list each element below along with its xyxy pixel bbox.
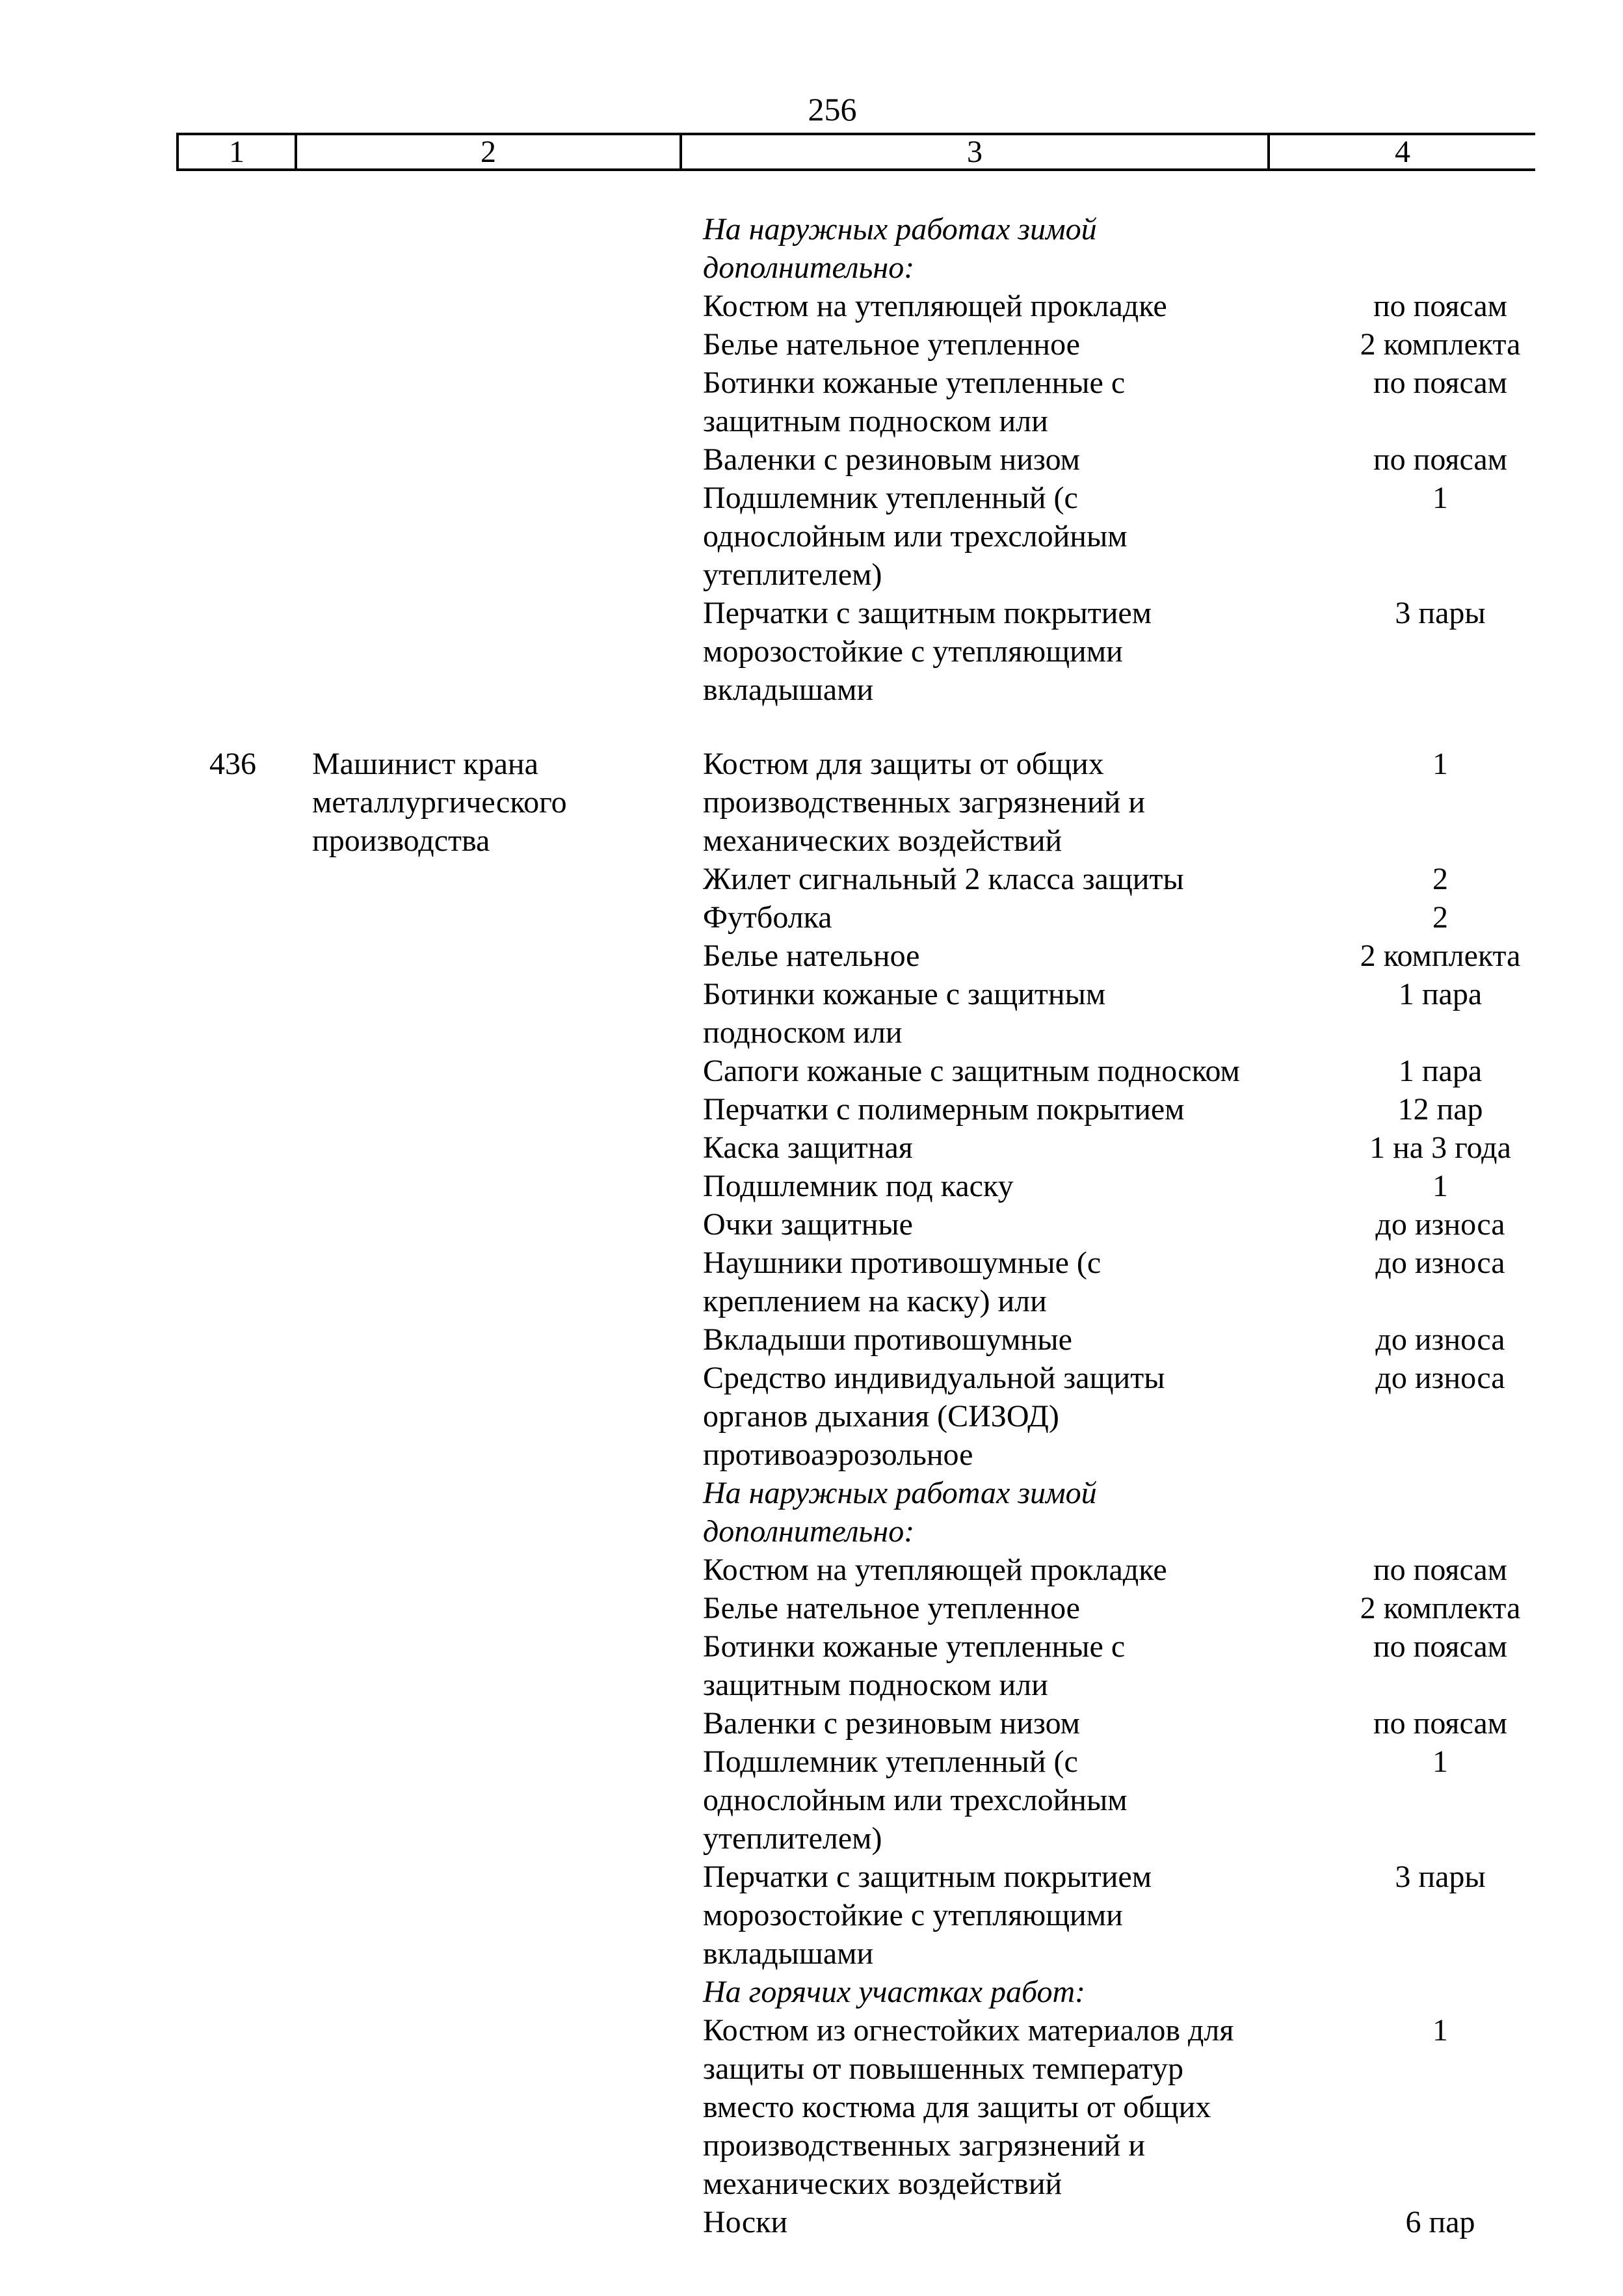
ppe-item-name: [703, 1973, 1288, 2011]
ppe-item-name: [703, 1589, 1288, 1627]
ppe-item-line: дополнительно:: [703, 1514, 915, 1549]
ppe-item-line: креплением на каску) или: [703, 1284, 1047, 1318]
ppe-item-row: [0, 594, 1623, 709]
ppe-item-line: Перчатки с защитным покрытием: [703, 596, 1152, 630]
ppe-item-quantity: 2: [1432, 900, 1448, 935]
ppe-item-line: механических воздействий: [703, 823, 1062, 858]
header-col-2: 2: [481, 135, 496, 169]
ppe-item-line: Наушники противошумные (с: [703, 1246, 1102, 1280]
ppe-item-name: [703, 1205, 1288, 1244]
ppe-item-line: Белье нательное утепленное: [703, 1591, 1080, 1625]
ppe-item-line: механических воздействий: [703, 2167, 1062, 2201]
ppe-item-quantity: 6 пар: [1405, 2205, 1475, 2239]
ppe-item-line: защитным подноском или: [703, 1668, 1048, 1702]
ppe-item-line: Валенки с резиновым низом: [703, 1706, 1081, 1741]
ppe-item-quantity: 2 комплекта: [1360, 327, 1521, 362]
ppe-item-line: однослойным или трехслойным: [703, 519, 1128, 554]
ppe-item-row: [0, 2011, 1623, 2203]
ppe-item-name: [703, 1627, 1288, 1704]
ppe-item-line: Костюм для защиты от общих: [703, 747, 1104, 781]
ppe-item-line: вместо костюма для защиты от общих: [703, 2090, 1211, 2124]
ppe-item-row: [0, 1359, 1623, 1474]
ppe-item-name: [703, 1052, 1288, 1090]
ppe-item-row: [0, 1551, 1623, 1589]
ppe-item-quantity: 1: [1432, 747, 1448, 781]
ppe-item-quantity: 1: [1432, 1744, 1448, 1779]
ppe-item-line: производственных загрязнений и: [703, 785, 1146, 820]
ppe-item-name: [703, 210, 1288, 287]
ppe-item-name: [703, 1742, 1288, 1858]
ppe-item-line: На горячих участках работ:: [703, 1975, 1086, 2009]
ppe-item-line: морозостойкие с утепляющими: [703, 634, 1123, 669]
ppe-item-line: Костюм из огнестойких материалов для: [703, 2013, 1234, 2048]
section-heading: [0, 1474, 1623, 1551]
ppe-item-row: [0, 745, 1623, 860]
ppe-item-line: Сапоги кожаные с защитным подноском: [703, 1054, 1240, 1088]
ppe-item-name: [703, 325, 1288, 364]
profession-line: металлургического: [312, 785, 567, 820]
ppe-item-quantity: 12 пар: [1397, 1092, 1483, 1127]
ppe-item-row: [0, 1052, 1623, 1090]
ppe-item-line: подноском или: [703, 1015, 903, 1050]
ppe-item-row: [0, 440, 1623, 479]
ppe-item-line: Белье нательное утепленное: [703, 327, 1080, 362]
ppe-item-line: Средство индивидуальной защиты: [703, 1361, 1165, 1395]
ppe-item-row: [0, 1128, 1623, 1167]
header-col-3: 3: [967, 135, 983, 169]
ppe-item-line: вкладышами: [703, 673, 874, 707]
ppe-item-line: Валенки с резиновым низом: [703, 442, 1081, 477]
ppe-item-quantity: 1: [1432, 2013, 1448, 2048]
ppe-item-quantity: 2 комплекта: [1360, 939, 1521, 973]
ppe-item-line: вкладышами: [703, 1936, 874, 1971]
ppe-item-name: [703, 1858, 1288, 1973]
ppe-item-line: Подшлемник утепленный (с: [703, 481, 1078, 515]
ppe-item-line: защиты от повышенных температур: [703, 2051, 1184, 2086]
ppe-item-row: [0, 975, 1623, 1052]
ppe-item-name: [703, 594, 1288, 709]
ppe-item-name: [703, 860, 1288, 898]
ppe-item-row: [0, 364, 1623, 440]
ppe-item-name: [703, 2203, 1288, 2241]
ppe-item-quantity: 3 пары: [1395, 596, 1486, 630]
ppe-item-line: защитным подноском или: [703, 404, 1048, 438]
profession-line: производства: [312, 823, 490, 858]
ppe-item-quantity: 1 на 3 года: [1369, 1130, 1511, 1165]
ppe-item-name: [703, 745, 1288, 860]
ppe-item-name: [703, 1474, 1288, 1551]
ppe-item-name: [703, 2011, 1288, 2203]
ppe-item-row: [0, 1205, 1623, 1244]
ppe-item-quantity: 2: [1432, 862, 1448, 896]
ppe-item-name: [703, 287, 1288, 325]
ppe-item-line: Очки защитные: [703, 1207, 913, 1242]
ppe-item-name: [703, 1128, 1288, 1167]
ppe-item-row: [0, 1627, 1623, 1704]
header-col-1: 1: [229, 135, 244, 169]
ppe-item-line: Костюм на утепляющей прокладке: [703, 289, 1167, 323]
ppe-item-line: Каска защитная: [703, 1130, 913, 1165]
profession-line: Машинист крана: [312, 747, 538, 781]
ppe-item-quantity: по поясам: [1373, 442, 1508, 477]
ppe-item-row: [0, 479, 1623, 594]
ppe-item-line: Костюм на утепляющей прокладке: [703, 1553, 1167, 1587]
ppe-item-line: Ботинки кожаные утепленные с: [703, 366, 1126, 400]
ppe-item-name: [703, 937, 1288, 975]
ppe-item-row: [0, 1167, 1623, 1205]
ppe-item-row: [0, 937, 1623, 975]
ppe-item-name: [703, 1244, 1288, 1320]
ppe-item-quantity: 3 пары: [1395, 1860, 1486, 1894]
ppe-item-name: [703, 440, 1288, 479]
ppe-item-line: Ботинки кожаные с защитным: [703, 977, 1106, 1011]
ppe-item-quantity: 1: [1432, 481, 1448, 515]
ppe-item-row: [0, 1320, 1623, 1359]
ppe-item-line: Подшлемник под каску: [703, 1169, 1014, 1203]
ppe-item-row: [0, 325, 1623, 364]
ppe-item-name: [703, 975, 1288, 1052]
ppe-item-line: Жилет сигнальный 2 класса защиты: [703, 862, 1184, 896]
ppe-item-quantity: 2 комплекта: [1360, 1591, 1521, 1625]
ppe-item-line: утеплителем): [703, 557, 882, 592]
ppe-item-line: однослойным или трехслойным: [703, 1783, 1128, 1817]
ppe-item-line: производственных загрязнений и: [703, 2128, 1146, 2163]
ppe-item-row: [0, 287, 1623, 325]
page-number: 256: [808, 91, 857, 127]
ppe-item-line: Перчатки с полимерным покрытием: [703, 1092, 1185, 1127]
ppe-item-name: [703, 1704, 1288, 1742]
section-heading: [0, 1973, 1623, 2011]
section-heading: [0, 210, 1623, 287]
ppe-item-name: [703, 1359, 1288, 1474]
ppe-item-quantity: по поясам: [1373, 1553, 1508, 1587]
ppe-item-line: Ботинки кожаные утепленные с: [703, 1629, 1126, 1664]
ppe-item-quantity: до износа: [1375, 1207, 1505, 1242]
ppe-item-name: [703, 1090, 1288, 1128]
ppe-item-quantity: 1 пара: [1398, 1054, 1483, 1088]
ppe-item-line: На наружных работах зимой: [703, 212, 1097, 247]
ppe-item-row: [0, 1244, 1623, 1320]
table-header-row: [179, 133, 1535, 171]
ppe-item-row: [0, 1742, 1623, 1858]
header-col-4: 4: [1395, 135, 1410, 169]
ppe-item-quantity: до износа: [1375, 1246, 1505, 1280]
ppe-item-line: На наружных работах зимой: [703, 1476, 1097, 1510]
ppe-item-line: Вкладыши противошумные: [703, 1322, 1072, 1357]
ppe-item-quantity: по поясам: [1373, 366, 1508, 400]
row-number: 436: [209, 747, 256, 781]
ppe-item-quantity: до износа: [1375, 1361, 1505, 1395]
ppe-item-row: [0, 2203, 1623, 2241]
ppe-item-line: Белье нательное: [703, 939, 920, 973]
ppe-item-row: [0, 860, 1623, 898]
ppe-item-quantity: по поясам: [1373, 1706, 1508, 1741]
ppe-item-quantity: по поясам: [1373, 1629, 1508, 1664]
ppe-item-line: противоаэрозольное: [703, 1437, 973, 1472]
ppe-item-name: [703, 479, 1288, 594]
ppe-item-row: [0, 898, 1623, 937]
ppe-item-name: [703, 898, 1288, 937]
ppe-item-line: Подшлемник утепленный (с: [703, 1744, 1078, 1779]
ppe-item-name: [703, 1551, 1288, 1589]
ppe-item-name: [703, 1320, 1288, 1359]
ppe-item-line: утеплителем): [703, 1821, 882, 1856]
ppe-item-line: Перчатки с защитным покрытием: [703, 1860, 1152, 1894]
ppe-item-line: дополнительно:: [703, 250, 915, 285]
ppe-item-row: [0, 1858, 1623, 1973]
ppe-item-name: [703, 1167, 1288, 1205]
ppe-item-row: [0, 1090, 1623, 1128]
ppe-item-row: [0, 1704, 1623, 1742]
ppe-item-quantity: по поясам: [1373, 289, 1508, 323]
ppe-item-quantity: до износа: [1375, 1322, 1505, 1357]
ppe-item-line: морозостойкие с утепляющими: [703, 1898, 1123, 1932]
ppe-item-quantity: 1 пара: [1398, 977, 1483, 1011]
ppe-item-line: Футболка: [703, 900, 832, 935]
ppe-item-quantity: 1: [1432, 1169, 1448, 1203]
ppe-item-line: органов дыхания (СИЗОД): [703, 1399, 1059, 1434]
ppe-item-name: [703, 364, 1288, 440]
ppe-item-row: [0, 1589, 1623, 1627]
ppe-item-line: Носки: [703, 2205, 788, 2239]
